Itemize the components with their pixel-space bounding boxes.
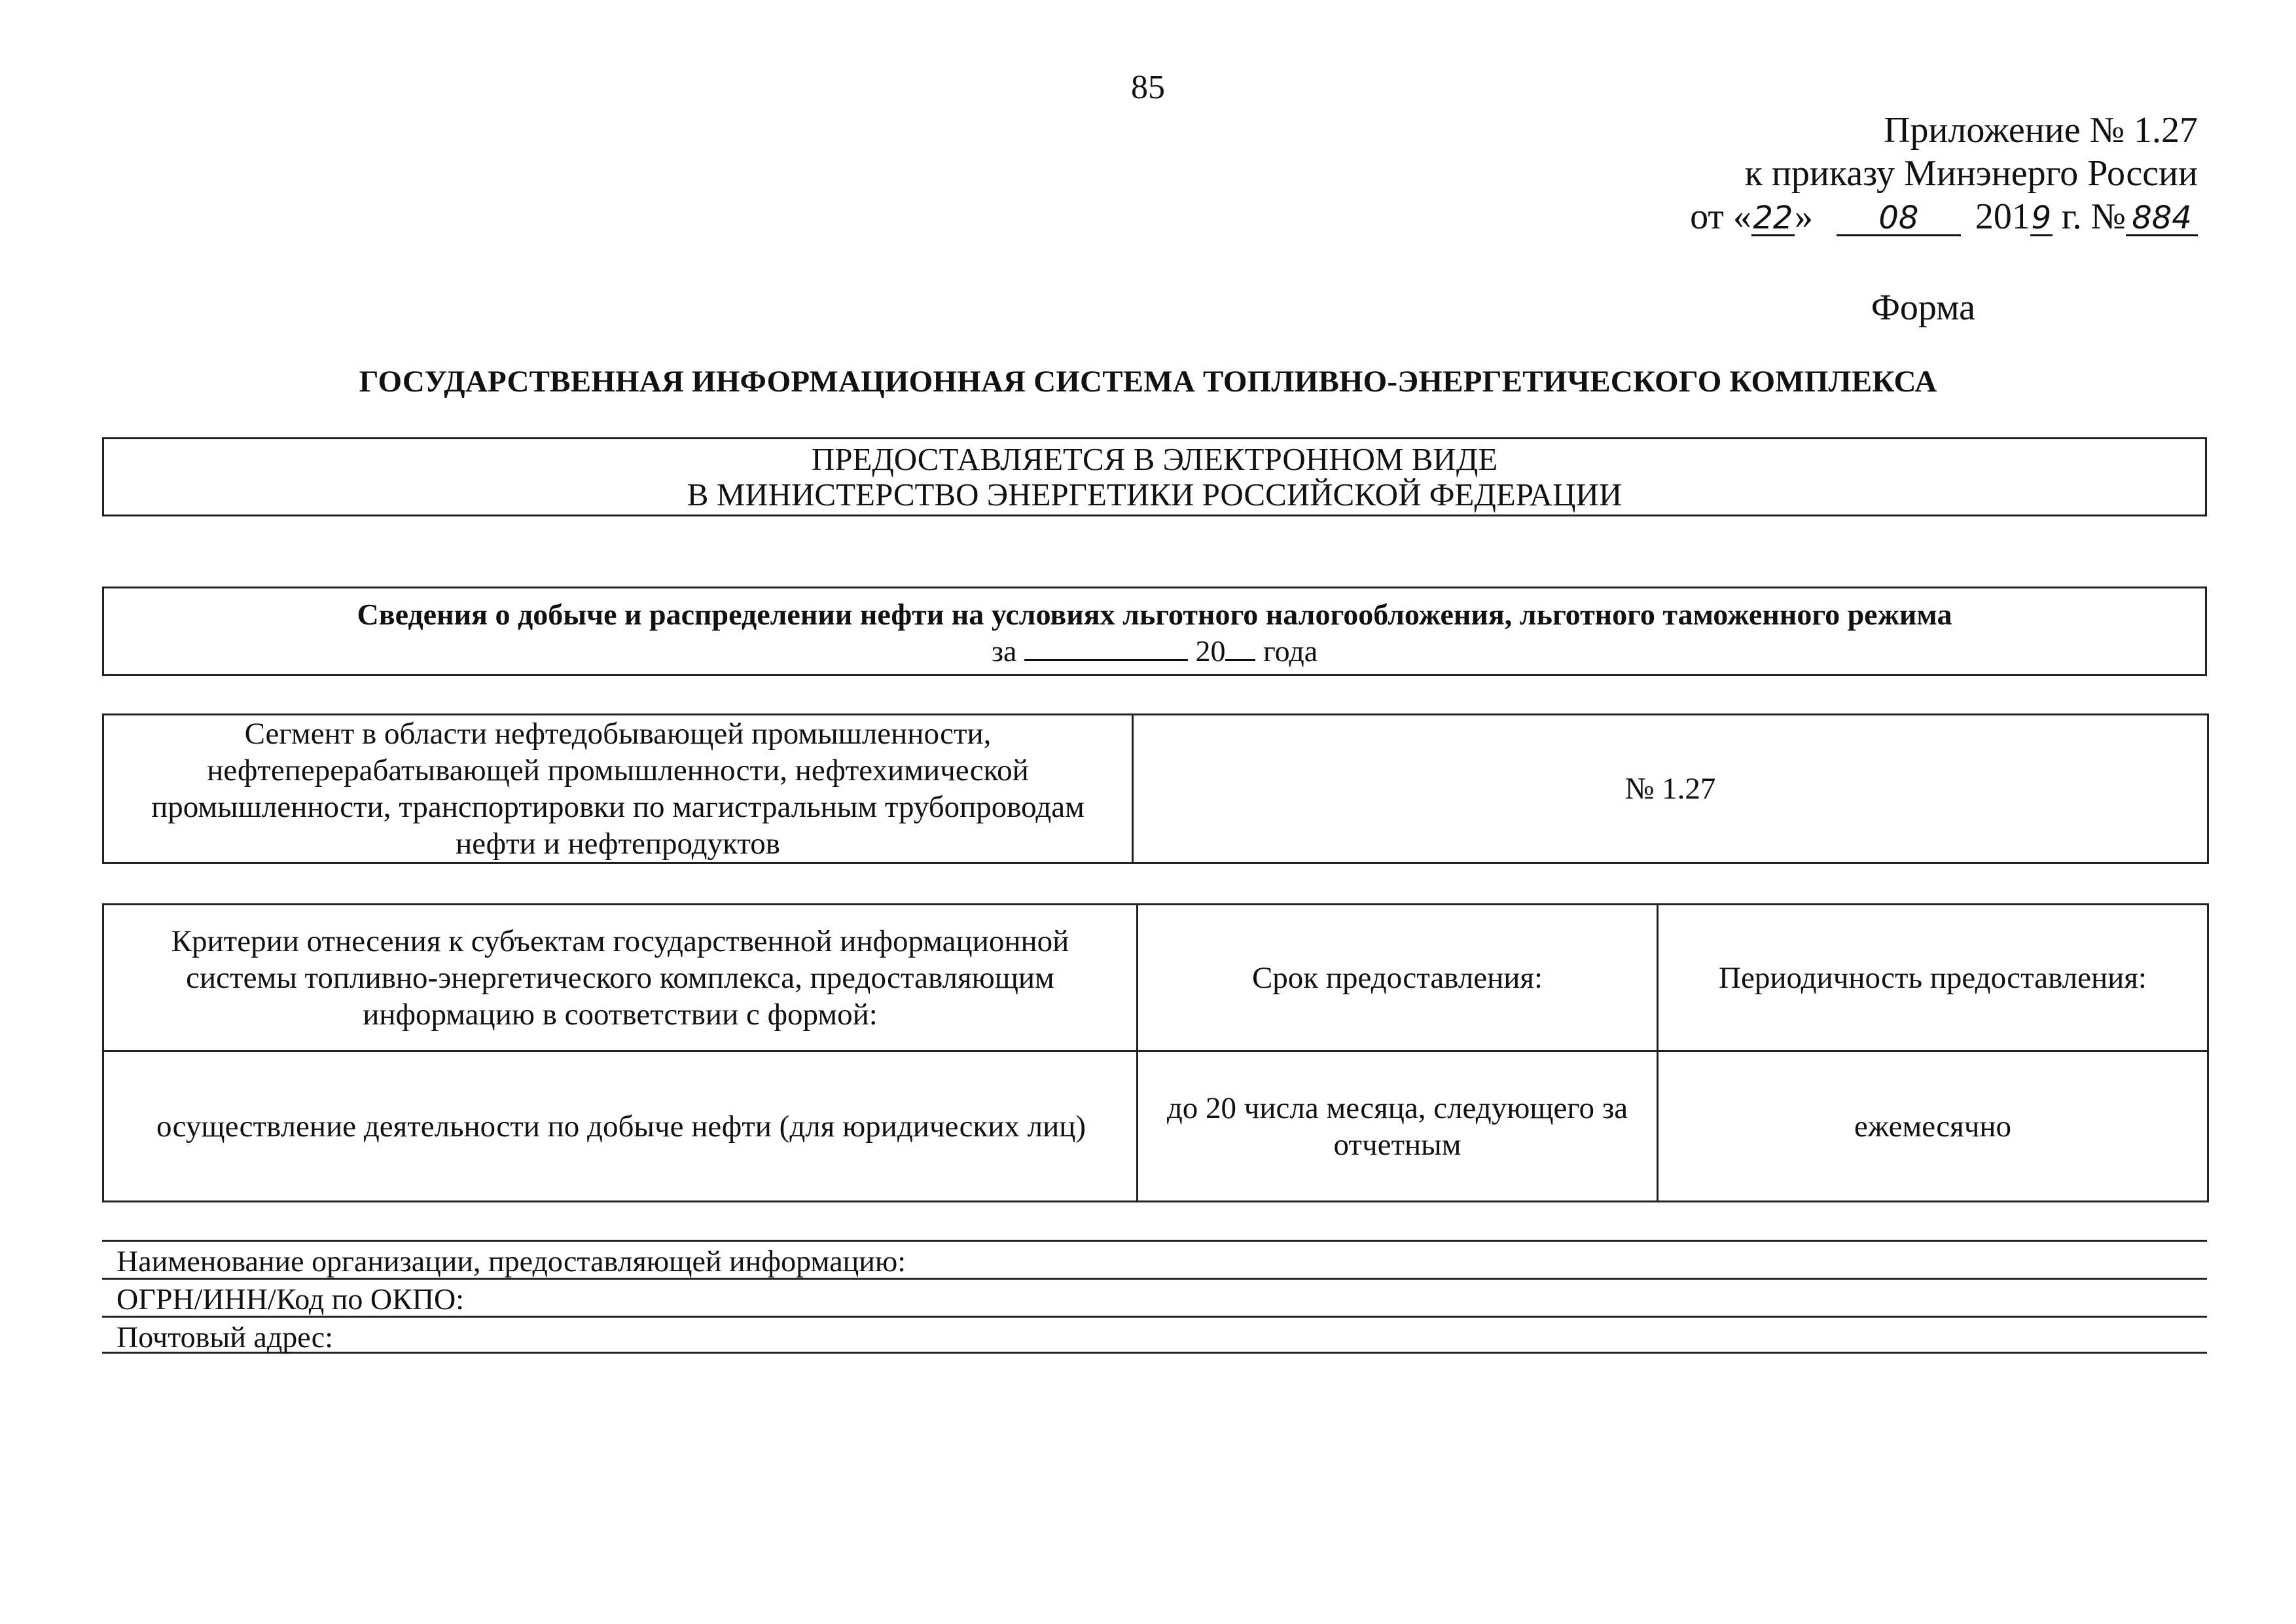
frequency-value: ежемесячно <box>1658 1051 2208 1202</box>
criteria-table <box>102 903 2209 1202</box>
form-label: Форма <box>1871 287 1975 328</box>
ogrn-inn-okpo-field: ОГРН/ИНН/Код по ОКПО: <box>102 1278 2207 1316</box>
appendix-title: Приложение № 1.27 <box>1884 110 2198 151</box>
deadline-header: Срок предоставления: <box>1138 905 1658 1051</box>
report-period <box>104 633 2205 670</box>
submission-line-1: ПРЕДОСТАВЛЯЕТСЯ В ЭЛЕКТРОННОМ ВИДЕ <box>811 441 1498 477</box>
report-title-box <box>102 586 2207 676</box>
system-title: ГОСУДАРСТВЕННАЯ ИНФОРМАЦИОННАЯ СИСТЕМА ТОПЛИВНО-ЭНЕРГЕТИЧЕСКОГО КОМПЛЕКСА <box>359 365 1937 399</box>
organization-fields <box>102 1240 2207 1354</box>
appendix-order-ref: к приказу Минэнерго России <box>1744 153 2198 194</box>
segment-table <box>102 713 2209 864</box>
handwritten-year-digit: 9 <box>2031 200 2052 236</box>
report-heading: Сведения о добыче и распределении нефти на условиях льготного налогообложения, льготного таможенного режима <box>357 598 1952 631</box>
order-number-label: г. № <box>2052 196 2126 237</box>
date-from-label: от « <box>1690 196 1751 237</box>
period-blank-field[interactable] <box>1024 659 1188 661</box>
handwritten-day: 22 <box>1751 202 1795 236</box>
period-year-prefix: 20 <box>1195 634 1226 668</box>
period-suffix: года <box>1263 634 1318 668</box>
criteria-header: Критерии отнесения к субъектам государственной информационной системы топливно-энергетического комплекса, предоставляющим информацию в соответствии с формой: <box>103 905 1138 1051</box>
handwritten-month: 08 <box>1837 202 1961 236</box>
frequency-header: Периодичность предоставления: <box>1658 905 2208 1051</box>
period-year-blank[interactable] <box>1225 659 1255 661</box>
appendix-header <box>1609 109 2198 238</box>
date-quote-close: » <box>1794 196 1813 237</box>
deadline-value: до 20 числа месяца, следующего за отчетным <box>1138 1051 1658 1202</box>
form-number: № 1.27 <box>1133 715 2208 863</box>
period-prefix: за <box>991 634 1017 668</box>
submission-box <box>102 437 2207 516</box>
postal-address-field: Почтовый адрес: <box>102 1316 2207 1354</box>
segment-description: Сегмент в области нефтедобывающей промышленности, нефтеперерабатывающей промышленности, нефтехимической промышленности, транспортировки по магистральным трубопроводам нефти и нефтепродуктов <box>103 715 1133 863</box>
organization-name-field: Наименование организации, предоставляющей информацию: <box>102 1240 2207 1278</box>
handwritten-order-number: 884 <box>2126 202 2198 236</box>
submission-line-2: В МИНИСТЕРСТВО ЭНЕРГЕТИКИ РОССИЙСКОЙ ФЕДЕРАЦИИ <box>687 477 1623 513</box>
appendix-date-line <box>1609 195 2198 238</box>
year-prefix: 201 <box>1975 196 2030 237</box>
criteria-value: осуществление деятельности по добыче нефти (для юридических лиц) <box>103 1051 1138 1202</box>
page-number: 85 <box>1131 69 1165 106</box>
